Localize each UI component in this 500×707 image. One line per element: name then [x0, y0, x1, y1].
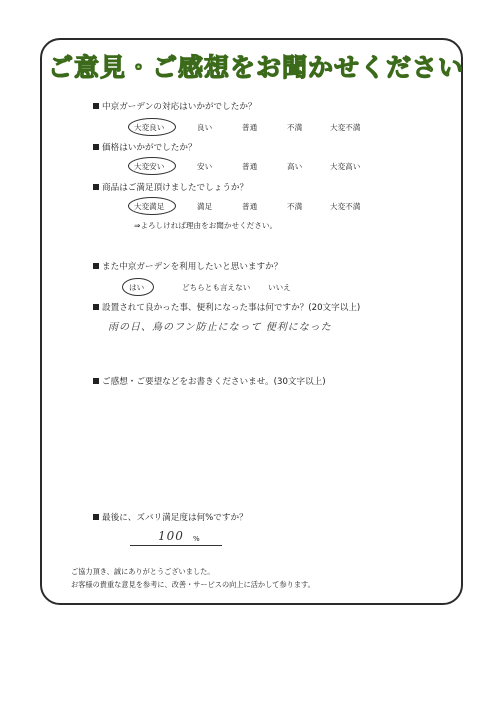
selection-circle — [122, 278, 154, 296]
square-bullet-icon — [93, 144, 99, 150]
square-bullet-icon — [93, 184, 99, 190]
option-good[interactable]: 良い — [197, 123, 213, 132]
option-normal[interactable]: 普通 — [242, 202, 258, 211]
question-product-label: 商品はご満足頂けましたでしょうか？ — [102, 183, 249, 193]
option-normal[interactable]: 普通 — [242, 123, 258, 132]
option-expensive[interactable]: 高い — [287, 162, 303, 171]
question-service — [93, 100, 257, 112]
selection-circle — [128, 118, 176, 136]
question-satisfaction-label: 最後に、ズバリ満足度は何%ですか？ — [102, 513, 248, 523]
question-reuse-label: また中京ガーデンを利用したいと思いますか？ — [102, 262, 283, 272]
option-very-satisfied[interactable]: 大変満足 — [134, 202, 165, 211]
reason-prompt: ⇒よろしければ理由をお聞かせください。 — [134, 221, 278, 230]
option-cheap[interactable]: 安い — [197, 162, 213, 171]
option-normal[interactable]: 普通 — [242, 162, 258, 171]
question-product — [93, 181, 248, 193]
option-neither[interactable]: どちらとも言えない — [182, 283, 251, 292]
square-bullet-icon — [93, 304, 99, 310]
option-very-dissatisfied[interactable]: 大変不満 — [330, 123, 361, 132]
option-satisfied[interactable]: 満足 — [197, 202, 213, 211]
question-reuse — [93, 260, 282, 272]
question-satisfaction — [93, 511, 248, 523]
benefit-answer[interactable]: 雨の日、鳥のフン防止になって 便利になった — [108, 322, 332, 333]
option-very-cheap[interactable]: 大変安い — [134, 162, 165, 171]
option-no[interactable]: いいえ — [268, 283, 291, 292]
option-yes[interactable]: はい — [129, 283, 145, 292]
question-benefit — [93, 301, 360, 313]
option-very-dissatisfied[interactable]: 大変不満 — [330, 202, 361, 211]
satisfaction-answer[interactable]: 100 — [158, 529, 184, 543]
question-benefit-label: 設置されて良かった事、便利になった事は何ですか？(20文字以上) — [102, 303, 361, 313]
option-dissatisfied[interactable]: 不満 — [287, 202, 303, 211]
question-price-label: 価格はいかがでしたか？ — [102, 143, 197, 153]
square-bullet-icon — [93, 514, 99, 520]
square-bullet-icon — [93, 378, 99, 384]
improvement-text: お客様の貴重な意見を参考に、改善・サービスの向上に活かして参ります。 — [71, 580, 315, 589]
option-very-expensive[interactable]: 大変高い — [330, 162, 361, 171]
answer-underline — [130, 545, 222, 546]
form-title: ご意見・ご感想をお聞かせください — [48, 53, 465, 82]
selection-circle — [128, 197, 176, 215]
square-bullet-icon — [93, 263, 99, 269]
question-comments — [93, 375, 326, 387]
square-bullet-icon — [93, 103, 99, 109]
option-very-good[interactable]: 大変良い — [134, 123, 165, 132]
selection-circle — [128, 157, 176, 175]
question-comments-label: ご感想・ご要望などをお書きくださいませ。(30文字以上) — [102, 377, 326, 387]
thanks-text: ご協力頂き、誠にありがとうございました。 — [71, 567, 215, 576]
option-dissatisfied[interactable]: 不満 — [287, 123, 303, 132]
question-service-label: 中京ガーデンの対応はいかがでしたか？ — [102, 102, 257, 112]
question-price — [93, 141, 197, 153]
percent-unit: % — [193, 535, 200, 543]
